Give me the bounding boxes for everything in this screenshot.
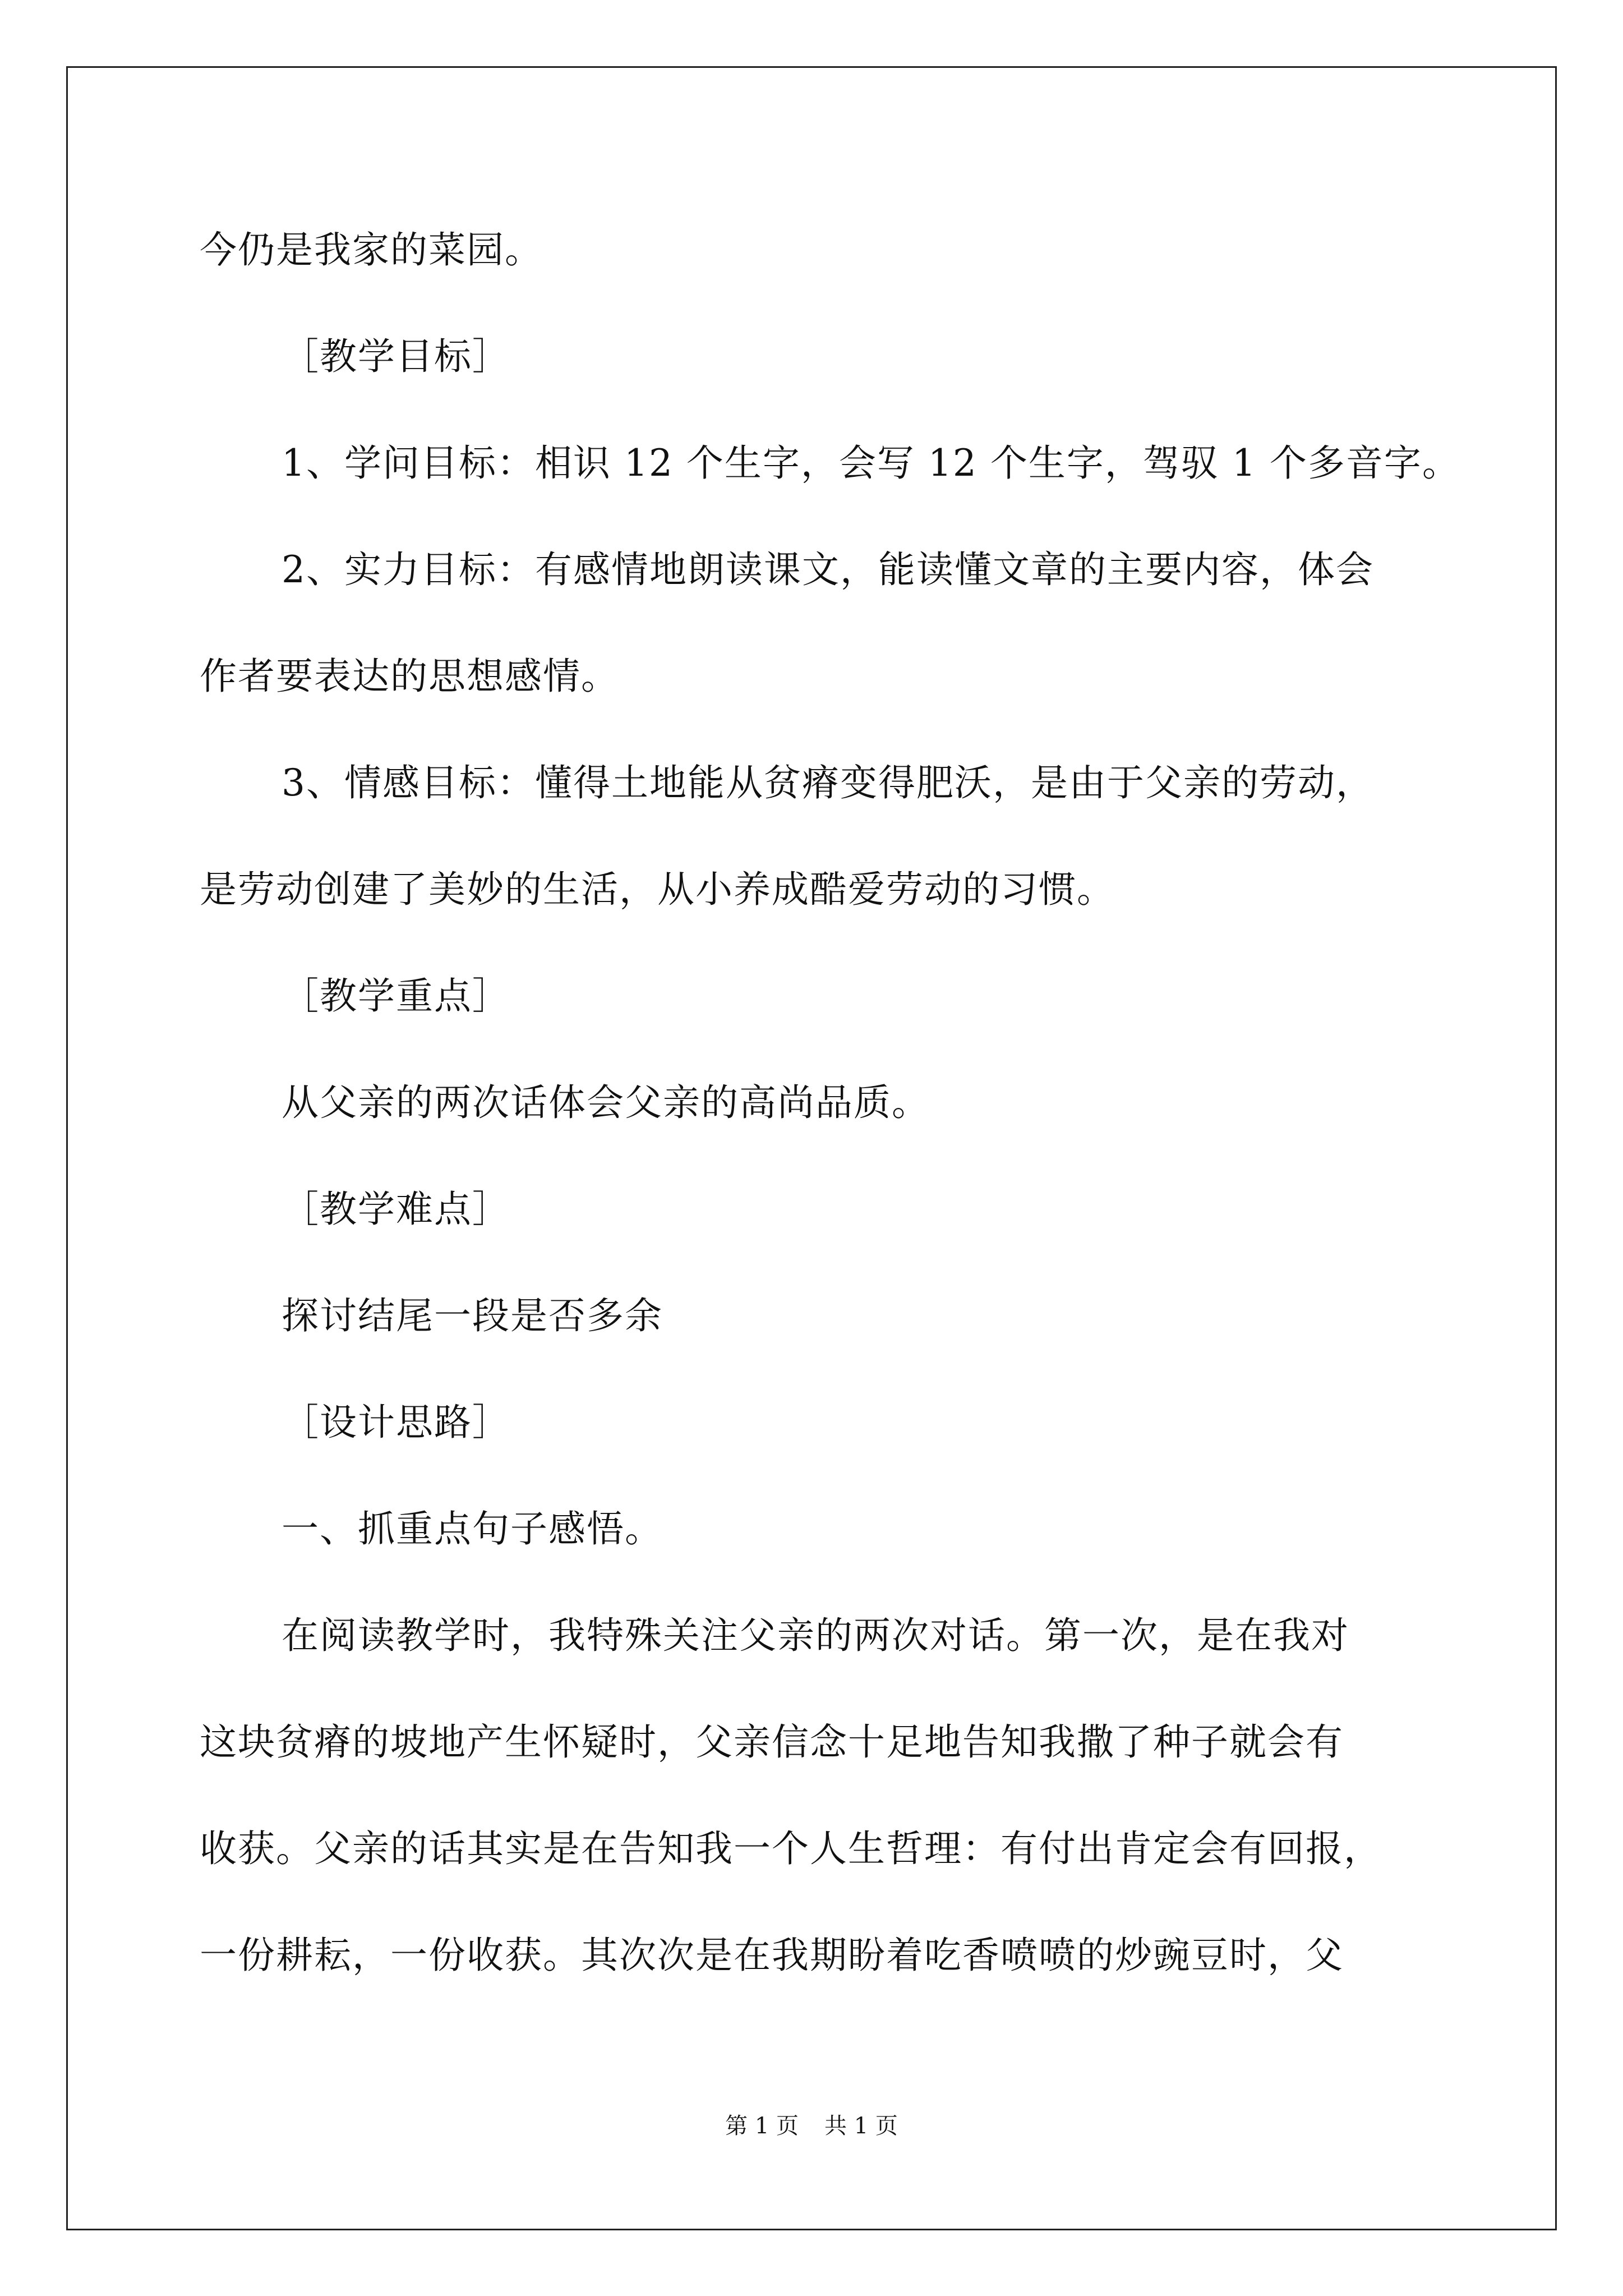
list-item: 1、学问目标：相识 12 个生字，会写 12 个生字，驾驭 1 个多音字。 bbox=[282, 441, 1460, 485]
list-item: 2、实力目标：有感情地朗读课文，能读懂文章的主要内容，体会 bbox=[282, 548, 1374, 591]
paragraph: 探讨结尾一段是否多余 bbox=[282, 1294, 663, 1337]
list-item: 3、情感目标：懂得土地能从贫瘠变得肥沃，是由于父亲的劳动， bbox=[282, 761, 1374, 804]
text-line: 是劳动创建了美妙的生活，从小养成酷爱劳动的习惯。 bbox=[200, 868, 1115, 911]
text-line: 收获。父亲的话其实是在告知我一个人生哲理：有付出肯定会有回报， bbox=[200, 1827, 1382, 1870]
text-line: 今仍是我家的菜园。 bbox=[200, 228, 543, 272]
section-heading-key-points: ［教学重点］ bbox=[282, 974, 510, 1018]
paragraph: 在阅读教学时，我特殊关注父亲的两次对话。第一次，是在我对 bbox=[282, 1614, 1349, 1657]
text-line: 一份耕耘，一份收获。其次次是在我期盼着吃香喷喷的炒豌豆时，父 bbox=[200, 1934, 1344, 1977]
subheading: 一、抓重点句子感悟。 bbox=[282, 1507, 663, 1550]
page-total: 共 1 页 bbox=[824, 2113, 898, 2139]
page-footer bbox=[0, 2115, 1623, 2137]
section-heading-difficulties: ［教学难点］ bbox=[282, 1188, 510, 1231]
page-frame bbox=[66, 66, 1557, 2230]
section-heading-design: ［设计思路］ bbox=[282, 1401, 510, 1444]
page-number: 第 1 页 bbox=[725, 2113, 799, 2139]
text-line: 这块贫瘠的坡地产生怀疑时，父亲信念十足地告知我撒了种子就会有 bbox=[200, 1720, 1344, 1764]
text-line: 作者要表达的思想感情。 bbox=[200, 655, 619, 698]
section-heading-objectives: ［教学目标］ bbox=[282, 335, 510, 378]
paragraph: 从父亲的两次话体会父亲的高尚品质。 bbox=[282, 1081, 930, 1124]
